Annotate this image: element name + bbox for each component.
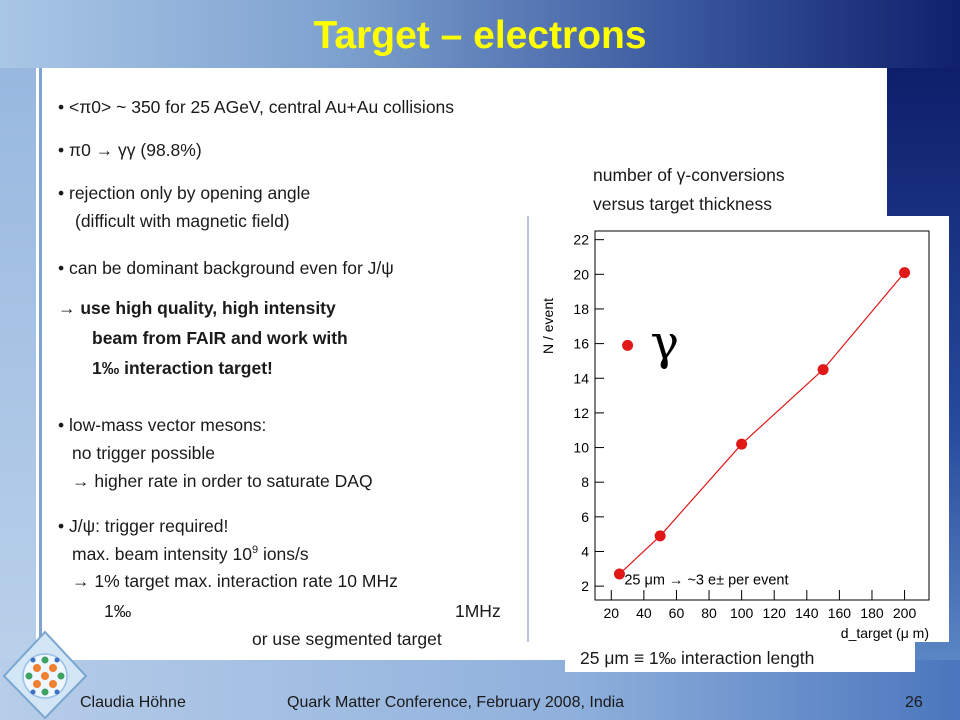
y-tick-label: 12 xyxy=(573,404,589,421)
x-tick-label: 180 xyxy=(860,605,884,621)
pi0-mean-text: ~ 350 for 25 AGeV, central Au+Au collisions xyxy=(116,97,455,117)
y-tick-label: 22 xyxy=(573,231,589,248)
x-tick-label: 160 xyxy=(827,605,852,621)
conclusion-line-2: beam from FAIR and work with xyxy=(92,328,348,348)
data-point xyxy=(614,569,625,580)
bullet-lmvm: • low-mass vector mesons: xyxy=(58,415,267,435)
beam-intensity-exponent: 9 xyxy=(251,544,259,556)
footer-conference: Quark Matter Conference, February 2008, India xyxy=(287,694,625,711)
jpsi-line-3: → 1% target max. interaction rate 10 MHz xyxy=(72,571,398,591)
beam-intensity-text: max. beam intensity 10 xyxy=(72,543,252,564)
jpsi-text: J/ψ: trigger required! xyxy=(69,516,229,536)
y-tick-label: 2 xyxy=(581,578,589,595)
chart-caption-line-1: number of γ-conversions xyxy=(593,165,785,185)
background-text: can be dominant background even for J/ψ xyxy=(69,258,394,278)
conclusion-line-1: → use high quality, high intensity xyxy=(58,298,336,318)
y-tick-label: 4 xyxy=(581,543,589,560)
y-tick-label: 8 xyxy=(581,474,589,491)
data-point xyxy=(736,439,747,450)
bullet-rejection: • rejection only by opening angle xyxy=(58,183,311,203)
logo-icon xyxy=(2,630,88,720)
y-axis-label: N / event xyxy=(540,297,556,355)
x-tick-label: 200 xyxy=(892,605,917,621)
pi0-decay-text: π0 → γγ (98.8%) xyxy=(69,140,202,160)
slide-title: Target – electrons xyxy=(313,14,647,57)
conclusion-line-3: 1‰ interaction target! xyxy=(92,358,273,378)
y-tick-label: 10 xyxy=(573,439,589,456)
bullet-jpsi: • J/ψ: trigger required! xyxy=(58,516,229,536)
lmvm-line-3: → higher rate in order to saturate DAQ xyxy=(72,471,373,491)
footer-page-number: 26 xyxy=(905,694,923,711)
bullet-pi0-decay: • π0 → γγ (98.8%) xyxy=(58,140,202,160)
x-axis-label: d_target (μ m) xyxy=(840,625,929,641)
x-tick-label: 100 xyxy=(729,605,754,621)
x-tick-label: 60 xyxy=(668,605,685,621)
jpsi-line-5: or use segmented target xyxy=(252,629,442,649)
plot-frame xyxy=(595,231,929,600)
bullet-background: • can be dominant background even for J/ψ xyxy=(58,258,394,278)
bottom-caption: 25 μm ≡ 1‰ interaction length xyxy=(580,648,815,668)
beam-intensity-unit: ions/s xyxy=(258,543,309,564)
lmvm-text: low-mass vector mesons: xyxy=(69,415,267,435)
x-tick-label: 120 xyxy=(762,605,786,621)
y-tick-label: 16 xyxy=(573,335,589,352)
x-tick-label: 140 xyxy=(795,605,819,621)
y-tick-label: 14 xyxy=(573,370,589,387)
chart-caption-line-2: versus target thickness xyxy=(593,194,772,214)
chart-annotation: 25 μm → ~3 e± per event xyxy=(624,572,789,589)
lmvm-line-2: no trigger possible xyxy=(72,443,215,463)
bullet-pi0-multiplicity: • <π0> ~ 350 for 25 AGeV, central Au+Au collisions xyxy=(58,97,455,117)
jpsi-line-4a: 1‰ xyxy=(104,601,132,621)
left-band-line xyxy=(39,68,42,660)
jpsi-line-2 xyxy=(72,545,309,563)
jpsi-line-4b: 1MHz xyxy=(455,601,501,621)
data-point xyxy=(899,267,910,278)
pi0-mean-symbol: <π0> xyxy=(69,97,112,117)
gamma-conversion-chart xyxy=(527,216,947,642)
outlier-point xyxy=(622,340,633,351)
y-tick-label: 6 xyxy=(581,508,589,525)
left-band xyxy=(0,68,36,660)
data-point xyxy=(818,364,829,375)
y-tick-label: 20 xyxy=(573,266,589,283)
gamma-symbol-label: γ xyxy=(650,315,680,372)
x-tick-label: 40 xyxy=(636,605,652,621)
x-tick-label: 80 xyxy=(701,605,717,621)
x-tick-label: 20 xyxy=(603,605,620,621)
y-tick-label: 18 xyxy=(573,300,589,317)
rejection-note: (difficult with magnetic field) xyxy=(75,211,290,231)
rejection-text: rejection only by opening angle xyxy=(69,183,311,203)
footer-author: Claudia Höhne xyxy=(80,694,186,711)
data-point xyxy=(655,530,666,541)
